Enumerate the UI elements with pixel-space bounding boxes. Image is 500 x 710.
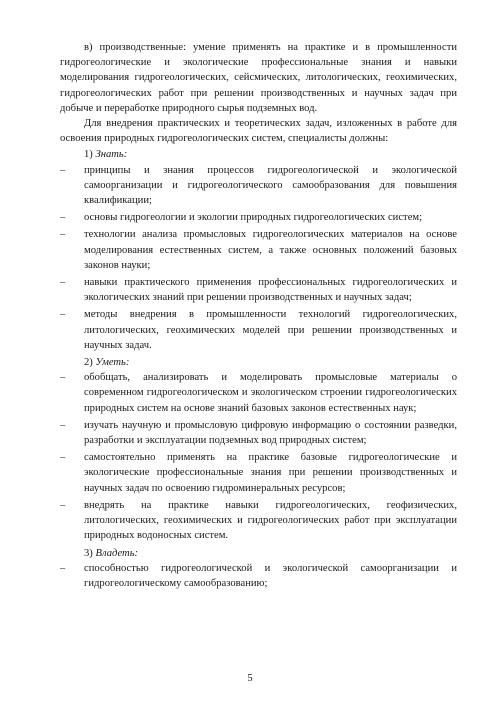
list-item-text: основы гидрогеологии и экологии природных гидрогеологических систем; xyxy=(84,212,423,224)
list-item-text: внедрять на практике навыки гидрогеологических, геофизических, литологических, геохимических и гидрогеологических работ при эксплуатации природных водоносных систем. xyxy=(84,499,457,542)
list-item xyxy=(60,498,457,544)
list-item xyxy=(60,227,457,273)
section-heading xyxy=(60,546,457,561)
list-item xyxy=(60,418,457,448)
section-title: Владеть: xyxy=(95,547,139,559)
dash-bullet: – xyxy=(60,277,66,289)
dash-bullet: – xyxy=(60,229,66,241)
list-item xyxy=(60,275,457,305)
list-item-text: навыки практического применения профессиональных гидрогеологических и экологических знаний при решении производственных и научных задач; xyxy=(84,277,457,304)
dash-bullet: – xyxy=(60,452,66,464)
list-item-text: способностью гидрогеологической и экологической самоорганизации и гидрогеологическому самообразованию; xyxy=(84,562,457,589)
section-title: Уметь: xyxy=(95,357,130,369)
list-item-text: принципы и знания процессов гидрогеологической и экологической самоорганизации и гидрогеологического самообразования для повышения квалификации; xyxy=(84,164,457,207)
intro-paragraph: в) производственные: умение применять на практике и в промышленности гидрогеологические и экологические профессиональные знания и навыки моделирования гидрогеологических, сейсмических, литологических, геохимических, гидрогеологических работ при решении производственных и научных задач при добыче и переработке природного сырья подземных вод. xyxy=(60,42,457,114)
section-list xyxy=(60,370,457,543)
dash-bullet: – xyxy=(60,164,66,176)
list-item xyxy=(60,561,457,591)
list-item xyxy=(60,450,457,496)
lead-paragraph: Для внедрения практических и теоретических задач, изложенных в работе для освоения природных гидрогеологических систем, специалисты должны: xyxy=(60,118,457,145)
dash-bullet: – xyxy=(60,372,66,384)
section-number: 3) xyxy=(84,547,93,559)
list-item-text: самостоятельно применять на практике базовые гидрогеологические и экологические профессиональные знания при решении производственных и научных задач по освоению гидроминеральных ресурсов; xyxy=(84,452,457,494)
section-title: Знать: xyxy=(95,149,128,161)
list-item xyxy=(60,210,457,225)
list-item xyxy=(60,370,457,416)
section-number: 1) xyxy=(84,149,93,161)
page-number: 5 xyxy=(247,673,253,684)
list-item xyxy=(60,163,457,209)
requirements-sections xyxy=(60,147,457,591)
section-heading xyxy=(60,355,457,370)
dash-bullet: – xyxy=(60,499,66,511)
list-item-text: обобщать, анализировать и моделировать промысловые материалы о современном гидрогеологическом и экологическом строении гидрогеологических природных систем на основе знаний базовых законов естественных наук; xyxy=(84,372,457,414)
dash-bullet: – xyxy=(60,562,66,574)
list-item xyxy=(60,307,457,353)
section-number: 2) xyxy=(84,357,93,369)
list-item-text: технологии анализа промысловых гидрогеологических материалов на основе моделирования естественных систем, а также основных положений базовых законов науки; xyxy=(84,229,457,271)
dash-bullet: – xyxy=(60,309,66,321)
section-heading xyxy=(60,147,457,162)
dash-bullet: – xyxy=(60,419,66,431)
list-item-text: изучать научную и промысловую цифровую информацию о состоянии разведки, разработки и эксплуатации подземных вод природных систем; xyxy=(84,419,457,447)
section-list xyxy=(60,561,457,591)
dash-bullet: – xyxy=(60,212,66,224)
section-list xyxy=(60,163,457,353)
list-item-text: методы внедрения в промышленности технологий гидрогеологических, литологических, геохимических моделей при решении производственных и научных задач. xyxy=(84,309,457,351)
page-body xyxy=(60,40,457,593)
